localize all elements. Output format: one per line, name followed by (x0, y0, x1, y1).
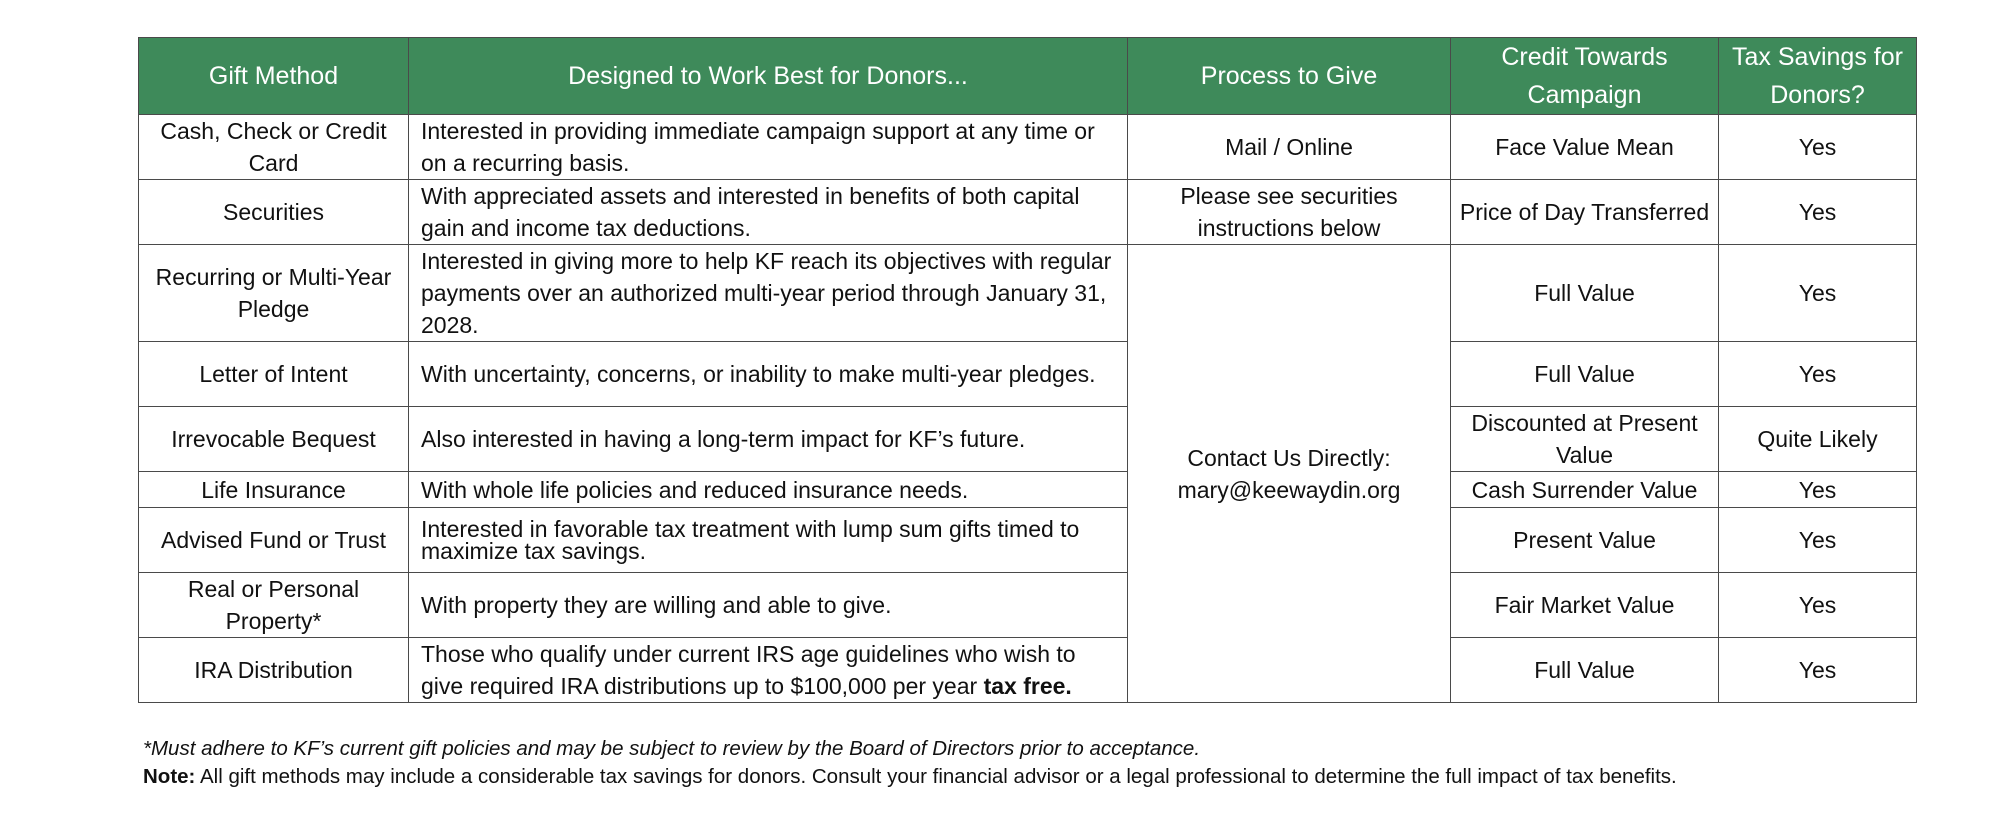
contact-cell (1128, 245, 1451, 703)
table-row (139, 115, 1917, 180)
credit-cell: Face Value Mean (1451, 115, 1719, 180)
credit-cell: Price of Day Transferred (1451, 180, 1719, 245)
tax-savings-cell: Yes (1719, 472, 1917, 508)
tax-savings-cell: Yes (1719, 638, 1917, 703)
designed-for-cell (409, 638, 1128, 703)
gift-method-cell: Cash, Check or Credit Card (139, 115, 409, 180)
ira-description-text: Those who qualify under current IRS age guidelines who wish to give required IRA distributions up to $100,000 per year (421, 641, 1076, 699)
note-label: Note: (143, 765, 196, 788)
gift-method-cell: Securities (139, 180, 409, 245)
gift-method-cell: Irrevocable Bequest (139, 407, 409, 472)
credit-cell: Full Value (1451, 245, 1719, 342)
designed-for-cell: Interested in providing immediate campaign support at any time or on a recurring basis. (409, 115, 1128, 180)
credit-cell: Discounted at Present Value (1451, 407, 1719, 472)
table-row (139, 472, 1917, 508)
tax-savings-cell: Yes (1719, 180, 1917, 245)
table-row (139, 573, 1917, 638)
table-row (139, 638, 1917, 703)
process-cell: Mail / Online (1128, 115, 1451, 180)
tax-savings-cell: Yes (1719, 115, 1917, 180)
designed-for-cell: With whole life policies and reduced insurance needs. (409, 472, 1128, 508)
contact-label: Contact Us Directly: (1187, 444, 1391, 471)
tax-savings-cell: Yes (1719, 342, 1917, 407)
table-row (139, 407, 1917, 472)
tax-savings-cell: Yes (1719, 573, 1917, 638)
credit-cell: Cash Surrender Value (1451, 472, 1719, 508)
credit-cell: Present Value (1451, 508, 1719, 573)
header-designed-for: Designed to Work Best for Donors... (409, 38, 1128, 115)
gift-method-cell: Life Insurance (139, 472, 409, 508)
table-row (139, 342, 1917, 407)
designed-for-cell: Interested in giving more to help KF reach its objectives with regular payments over an authorized multi-year period through January 31, 2028. (409, 245, 1128, 342)
tax-savings-cell: Yes (1719, 245, 1917, 342)
ira-tax-free-text: tax free. (983, 673, 1072, 699)
header-tax-savings: Tax Savings for Donors? (1719, 38, 1917, 115)
credit-cell: Full Value (1451, 342, 1719, 407)
designed-for-cell: With uncertainty, concerns, or inability to make multi-year pledges. (409, 342, 1128, 407)
table-row (139, 245, 1917, 342)
tax-savings-cell: Yes (1719, 508, 1917, 573)
gift-method-cell: IRA Distribution (139, 638, 409, 703)
gift-methods-table (138, 37, 1917, 703)
note-text: All gift methods may include a considerable tax savings for donors. Consult your financial advisor or a legal professional to determine the full impact of tax benefits. (199, 765, 1677, 788)
process-cell: Please see securities instructions below (1128, 180, 1451, 245)
tax-savings-cell: Quite Likely (1719, 407, 1917, 472)
designed-for-cell: With appreciated assets and interested in benefits of both capital gain and income tax deductions. (409, 180, 1128, 245)
header-credit: Credit Towards Campaign (1451, 38, 1719, 115)
credit-cell: Fair Market Value (1451, 573, 1719, 638)
table-row (139, 508, 1917, 573)
designed-for-cell: Interested in favorable tax treatment with lump sum gifts timed to maximize tax savings. (409, 508, 1128, 573)
contact-email: mary@keewaydin.org (1177, 476, 1401, 503)
header-process: Process to Give (1128, 38, 1451, 115)
header-gift-method: Gift Method (139, 38, 409, 115)
credit-cell: Full Value (1451, 638, 1719, 703)
table-row (139, 180, 1917, 245)
gift-method-cell: Real or Personal Property* (139, 573, 409, 638)
footnote: *Must adhere to KF’s current gift policies and may be subject to review by the Board of Directors prior to acceptance. (143, 737, 1201, 760)
gift-method-cell: Recurring or Multi-Year Pledge (139, 245, 409, 342)
designed-for-cell: Also interested in having a long-term impact for KF’s future. (409, 407, 1128, 472)
header-row (139, 38, 1917, 115)
designed-for-cell: With property they are willing and able to give. (409, 573, 1128, 638)
gift-method-cell: Letter of Intent (139, 342, 409, 407)
note (143, 763, 1677, 791)
gift-method-cell: Advised Fund or Trust (139, 508, 409, 573)
